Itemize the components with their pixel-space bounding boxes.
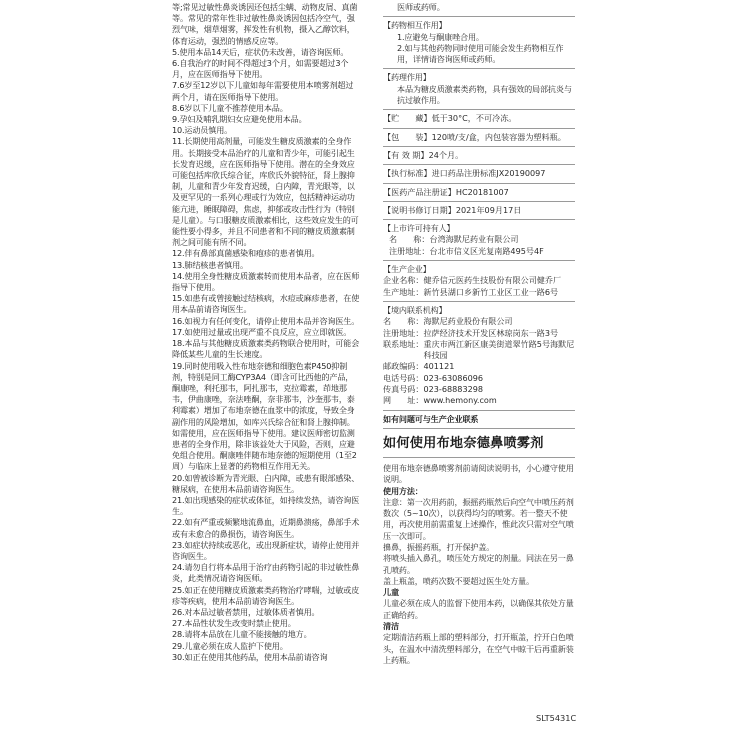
website-label: 网 址： — [383, 395, 424, 406]
divider — [383, 164, 575, 165]
validity-value: 24个月。 — [428, 149, 464, 160]
contact-name-row — [383, 316, 575, 327]
package-label: 【包 装】 — [383, 131, 432, 142]
website-value: www.hemony.com — [423, 395, 497, 406]
mah-address-value: 台北市信义区光复南路495号4F — [429, 245, 544, 256]
info-column — [383, 0, 575, 666]
divider — [383, 301, 575, 302]
manufacturer-name-value: 健乔信元医药生技股份有限公司健乔厂 — [423, 275, 562, 286]
contact-note: 如有问题可与生产企业联系 — [383, 413, 479, 424]
usage-step: 擤鼻，振摇药瓶，打开保护盖。 — [383, 541, 495, 552]
precaution-item: 等;常见过敏性鼻炎诱因还包括尘螨、动物皮屑、真菌等。常见的常年性非过敏性鼻炎诱因包括冷空气，强烈气味，烟草烟雾，挥发性有机物，摄入乙醇饮料，体育运动，强烈的情感反应等。 — [172, 2, 358, 46]
standard-value: 进口药品注册标准JX20190097 — [431, 168, 546, 179]
precautions-column — [172, 0, 360, 663]
revision-label: 【说明书修订日期】 — [383, 204, 456, 215]
precaution-item: 20.如曾被诊断为青光眼、白内障，或患有眼部感染、糖尿病，在使用本品前请咨询医生。 — [172, 472, 360, 494]
standard-label: 【执行标准】 — [383, 168, 432, 179]
storage-value: 低于30°C，不可冷冻。 — [431, 113, 517, 124]
manufacturer-name-label: 企业名称： — [383, 275, 424, 286]
precaution-item: 11.长期使用高剂量，可能发生糖皮质激素的全身作用。长期接受本品治疗的儿童和青少年，可能引起生长发育迟缓，应在医师指导下使用。潜在的全身效应可能包括库欣氏综合征，库欣氏外貌特征，肾上腺抑制，儿童和青少年发育迟缓，白内障，青光眼等，以及更罕见的一系列心理或行为效应，包括精神运动功能亢进，睡眠障碍，焦虑，抑郁或攻击性行为（特别是儿童）。与口服糖皮质激素相比，这些效应发生的可能性要小得多，并且不同患者和不同的糖皮质激素制剂之间可能有所不同。 — [172, 136, 359, 248]
divider — [383, 219, 575, 220]
usage-step: 注意：第一次用药前，振摇药瓶然后向空气中喷压药剂数次（5~10次），以获得均匀的喷雾。若一整天不使用，再次使用前需重复上述操作，惟此次只需对空气喷压一次即可。 — [383, 496, 574, 541]
mah-address-label: 注册地址： — [389, 245, 430, 256]
mah-name-row — [383, 234, 575, 245]
precautions-list — [172, 0, 360, 663]
contact-registered-row — [383, 328, 575, 339]
divider — [383, 428, 575, 429]
divider — [383, 109, 575, 110]
mah-title: 【上市许可持有人】 — [383, 223, 455, 234]
precaution-item: 26.对本品过敏者禁用，过敏体质者慎用。 — [172, 606, 320, 617]
precaution-item: 27.本品性状发生改变时禁止使用。 — [172, 618, 296, 629]
registration-label: 【医药产品注册证】 — [383, 186, 456, 197]
revision-row — [383, 205, 575, 216]
package-row — [383, 132, 575, 143]
storage-label: 【贮 藏】 — [383, 113, 432, 124]
precaution-item: 6.自我治疗的时间不得超过3个月，如需要超过3个月，应在医师指导下使用。 — [172, 58, 349, 80]
divider — [383, 146, 575, 147]
precaution-item: 13.肺结核患者慎用。 — [172, 259, 248, 270]
usage-section — [383, 435, 575, 666]
validity-row — [383, 150, 575, 161]
children-title: 儿童 — [383, 587, 399, 598]
package-value: 120喷/支/盒，内包装容器为塑料瓶。 — [431, 131, 566, 142]
divider — [383, 457, 575, 458]
zip-label: 邮政编码： — [383, 361, 424, 372]
contact-registered-label: 注册地址： — [383, 327, 424, 338]
precaution-item: 29.儿童必须在成人监护下使用。 — [172, 640, 288, 651]
divider — [383, 260, 575, 261]
precaution-item: 9.孕妇及哺乳期妇女应避免使用本品。 — [172, 114, 307, 125]
divider — [383, 68, 575, 69]
precaution-item: 21.如出现感染的症状或体征，如持续发热，请咨询医生。 — [172, 494, 360, 517]
website-row — [383, 395, 575, 406]
revision-value: 2021年09月17日 — [455, 204, 522, 215]
usage-title: 如何使用布地奈德鼻喷雾剂 — [383, 435, 544, 451]
contact-title: 【境内联系机构】 — [383, 304, 447, 315]
cleaning-text: 定期清洁药瓶上部的塑料部分，打开瓶盖，拧开白色喷头，在温水中清洗塑料部分，在空气中晾干后再重新装上药瓶。 — [383, 632, 574, 665]
contact-address-row — [383, 339, 575, 362]
continuation-text: 医师或药师。 — [397, 2, 445, 12]
precaution-item: 24.请勿自行将本品用于治疗由药物引起的非过敏性鼻炎，此类情况请咨询医师。 — [172, 562, 360, 584]
contact-name-value: 海默尼药业股份有限公司 — [423, 316, 513, 327]
phone-label: 电话号码： — [383, 372, 424, 383]
precaution-item: 8.6岁以下儿童不推荐使用本品。 — [172, 102, 288, 113]
fax-row — [383, 384, 575, 395]
contact-address-value: 重庆市两江新区康美街道翠竹路5号海默尼科技园 — [423, 338, 575, 361]
contact-address-label: 联系地址： — [383, 338, 424, 349]
cleaning-title: 清洁 — [383, 621, 399, 632]
standard-row — [383, 168, 575, 179]
mah-name-value: 台湾海默尼药业有限公司 — [429, 234, 519, 245]
interaction-item: 1.应避免与酮康唑合用。 — [397, 31, 484, 42]
divider — [383, 183, 575, 184]
fax-label: 传真号码： — [383, 384, 424, 395]
storage-row — [383, 113, 575, 124]
manufacturer-address-row — [383, 287, 575, 298]
product-info — [383, 2, 575, 429]
method-title: 使用方法： — [383, 485, 423, 496]
fax-value: 023-68883298 — [423, 384, 484, 395]
mah-name-label: 名 称： — [389, 234, 430, 245]
interaction-item: 2.如与其他药物同时使用可能会发生药物相互作用，详情请咨询医师或药师。 — [397, 42, 564, 65]
registration-row — [383, 187, 575, 198]
precaution-item: 7.6岁至12岁以下儿童如每年需要使用本喷雾剂超过两个月，请在医师指导下使用。 — [172, 80, 354, 102]
manufacturer-title: 【生产企业】 — [383, 264, 431, 275]
precaution-item: 22.如有严重或频繁地流鼻血，近期鼻溃疡，鼻部手术或有未愈合的鼻损伤，请咨询医生。 — [172, 517, 360, 539]
divider — [383, 16, 575, 17]
divider — [383, 201, 575, 202]
precaution-item: 25.如正在使用糖皮质激素类药物治疗哮喘，过敏或皮疹等疾病，使用本品前请咨询医生。 — [172, 584, 360, 606]
usage-step: 将喷头插入鼻孔，喷压处方规定的剂量。同法在另一鼻孔喷药。 — [383, 553, 574, 575]
manufacturer-name-row — [383, 275, 575, 286]
pharmacology-text: 本品为糖皮质激素类药物，具有强效的局部抗炎与抗过敏作用。 — [397, 83, 572, 106]
contact-registered-value: 拉萨经济技术开发区林琼岗东一路3号 — [423, 327, 559, 338]
zip-row — [383, 361, 575, 372]
phone-value: 023-63086096 — [423, 372, 484, 383]
manufacturer-address-label: 生产地址： — [383, 286, 424, 297]
precaution-item: 23.如症状持续或恶化，或出现新症状，请停止使用并咨询医生。 — [172, 539, 360, 561]
usage-intro: 使用布地奈德鼻喷雾剂前请阅读说明书，小心遵守使用说明。 — [383, 462, 574, 485]
registration-value: HC20181007 — [455, 186, 509, 197]
precaution-item: 10.运动员慎用。 — [172, 125, 233, 136]
interaction-title: 【药物相互作用】 — [383, 20, 447, 31]
precaution-item: 15.如患有或曾接触过结核病，水痘或麻疹患者，在使用本品前请咨询医生。 — [172, 293, 360, 315]
usage-step: 盖上瓶盖，喷药次数不要超过医生处方量。 — [383, 575, 534, 586]
precaution-item: 17.如使用过量或出现严重不良反应，应立即就医。 — [172, 326, 352, 337]
precaution-item: 18.本品与其他糖皮质激素类药物联合使用时，可能会降低某些儿童的生长速度。 — [172, 338, 360, 360]
precaution-item: 30.如正在使用其他药品，使用本品前请咨询 — [172, 651, 328, 662]
mah-address-row — [383, 246, 575, 257]
precaution-item: 12.伴有鼻部真菌感染和疱疹的患者慎用。 — [172, 248, 320, 259]
zip-value: 401121 — [423, 361, 455, 372]
children-text: 儿童必须在成人的监督下使用本药，以确保其依处方量正确给药。 — [383, 598, 574, 620]
precaution-item: 14.使用全身性糖皮质激素转而使用本品者，应在医师指导下使用。 — [172, 270, 360, 293]
phone-row — [383, 373, 575, 384]
pharmacology-title: 【药理作用】 — [383, 72, 431, 83]
manufacturer-address-value: 新竹县湖口乡新竹工业区工业一路6号 — [423, 286, 559, 297]
precaution-item: 28.请将本品放在儿童不能接触的地方。 — [172, 629, 312, 640]
validity-label: 【有 效 期】 — [383, 149, 429, 160]
divider — [383, 128, 575, 129]
precaution-item: 19.同时使用吸入性布地奈德和细胞色素P450抑制剂，特别是同工酶CYP3A4（即含可比西他的产品，酮康唑，利托那韦，阿扎那韦，克拉霉素，茚地那韦，伊曲康唑，奈法唑酮，奈非那韦，沙奎那韦，泰利霉素）增加了布地奈德在血浆中的浓度，导致全身副作用的风险增加，如库兴氏综合征和肾上腺抑制。如需使用，应在医师指导下使用。建议医师密切监测患者的全身作用，除非该益处大于风险，否则，应避免组合使用。酮康唑伴随布地奈德的短期使用（1至2周）与临床上显著的药物相互作用无关。 — [172, 360, 357, 472]
divider — [383, 410, 575, 411]
precaution-item: 5.使用本品14天后，症状仍未改善，请咨询医师。 — [172, 46, 349, 57]
contact-name-label: 名 称： — [383, 316, 424, 327]
leaflet-code: SLT5431C — [536, 713, 577, 723]
precaution-item: 16.如视力有任何变化，请停止使用本品并咨询医生。 — [172, 315, 360, 326]
